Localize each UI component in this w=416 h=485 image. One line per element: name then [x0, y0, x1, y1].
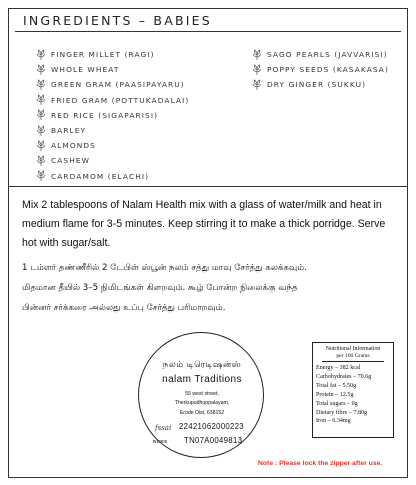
ingredient-label: WHOLE WHEAT [51, 65, 120, 75]
registration-logo: RERE [153, 439, 168, 444]
list-item [35, 47, 189, 62]
ingredient-label: SAGO PEARLS (JAVVARISI) [267, 50, 388, 60]
nutrition-row: Protein – 12.5g [316, 391, 354, 398]
tamil-line: பின்னர் சர்க்கரை அல்லது உப்பு சேர்த்து பரிமாறவும். [22, 303, 226, 313]
list-item [251, 47, 389, 62]
ingredient-label: CARDAMOM (ELACHI) [51, 171, 150, 181]
leaf-icon [35, 49, 47, 61]
nutrition-row: Energy – 382 kcal [316, 365, 361, 371]
list-item [35, 108, 189, 123]
nutrition-row: Carbohydrates – 70.6g [316, 373, 372, 380]
registration-number: TN07A0049813 [184, 436, 243, 445]
seal-tamil-name: நலம் டிரெடிஷன்ஸ் [162, 360, 242, 370]
address-line: Erode Dist, 638152 [179, 409, 225, 416]
leaf-icon [35, 79, 47, 91]
ingredients-list-left [35, 47, 189, 184]
leaf-icon [35, 94, 47, 106]
list-item [35, 153, 189, 168]
list-item [251, 77, 389, 92]
ingredients-box [9, 9, 407, 187]
brand-seal [138, 332, 264, 458]
leaf-icon [35, 64, 47, 76]
heading-divider [15, 31, 401, 32]
leaf-icon [251, 64, 263, 76]
leaf-icon [251, 79, 263, 91]
ingredient-label: BARLEY [51, 126, 87, 136]
zipper-note: Note : Please lock the zipper after use. [258, 460, 383, 467]
ingredient-label: FINGER MILLET (RAGI) [51, 50, 155, 60]
ingredients-list-right [251, 47, 389, 93]
ingredient-label: POPPY SEEDS (KASAKASA) [267, 65, 389, 75]
ingredients-heading: INGREDIENTS – BABIES [23, 13, 212, 28]
ingredient-label: FRIED GRAM (POTTUKADALAI) [51, 95, 190, 105]
nutrition-title: Nutritional Information [325, 346, 381, 352]
tamil-line: 1 டம்ளர் தண்ணீரில் 2 டேபிள் ஸ்பூன் நலம் சத்து மாவு சேர்த்து கலக்கவும். [22, 263, 307, 273]
nutrition-row: Dietary fibre – 7.80g [316, 409, 368, 416]
leaf-icon [35, 109, 47, 121]
leaf-icon [251, 49, 263, 61]
address-line: Therkupudhuppalayam, [174, 400, 230, 407]
leaf-icon [35, 125, 47, 137]
leaf-icon [35, 140, 47, 152]
instructions-tamil [22, 258, 392, 318]
ingredient-label: RED RICE (SIGAPARISI) [51, 110, 159, 120]
nutrition-subtitle: per 100 Grams [322, 353, 384, 362]
instructions-english: Mix 2 tablespoons of Nalam Health mix with a glass of water/milk and heat in medium flame for 3-5 minutes. Keep stirring it to make a thick porridge. Serve hot with sugar/salt. [22, 199, 386, 249]
leaf-icon [35, 170, 47, 182]
ingredient-label: ALMONDS [51, 141, 96, 151]
list-item [35, 123, 189, 138]
ingredient-label: GREEN GRAM (PAASIPAYARU) [51, 80, 185, 90]
list-item [251, 62, 389, 77]
nutrition-table [312, 342, 394, 438]
leaf-icon [35, 155, 47, 167]
list-item [35, 62, 189, 77]
ingredient-label: DRY GINGER (SUKKU) [267, 80, 367, 90]
list-item [35, 169, 189, 184]
nutrition-row: Total sugars – 0g [316, 400, 358, 407]
ingredient-label: CASHEW [51, 156, 91, 166]
address-line: 55 west street, [185, 391, 219, 397]
list-item [35, 93, 189, 108]
fssai-number: 22421062000223 [179, 422, 244, 431]
seal-brand-name: nalam Traditions [162, 374, 242, 385]
seal-address [139, 390, 265, 418]
nutrition-row: Iron – 6.34mg [316, 418, 351, 425]
tamil-line: மிதமான தீயில் 3–5 நிமிடங்கள் கிளறவும். கூழ் போன்ற நிலைக்கு வந்த [22, 283, 298, 293]
fssai-logo: fssai [155, 424, 172, 432]
list-item [35, 77, 189, 92]
list-item [35, 138, 189, 153]
nutrition-row: Total fat – 5.50g [316, 382, 357, 389]
